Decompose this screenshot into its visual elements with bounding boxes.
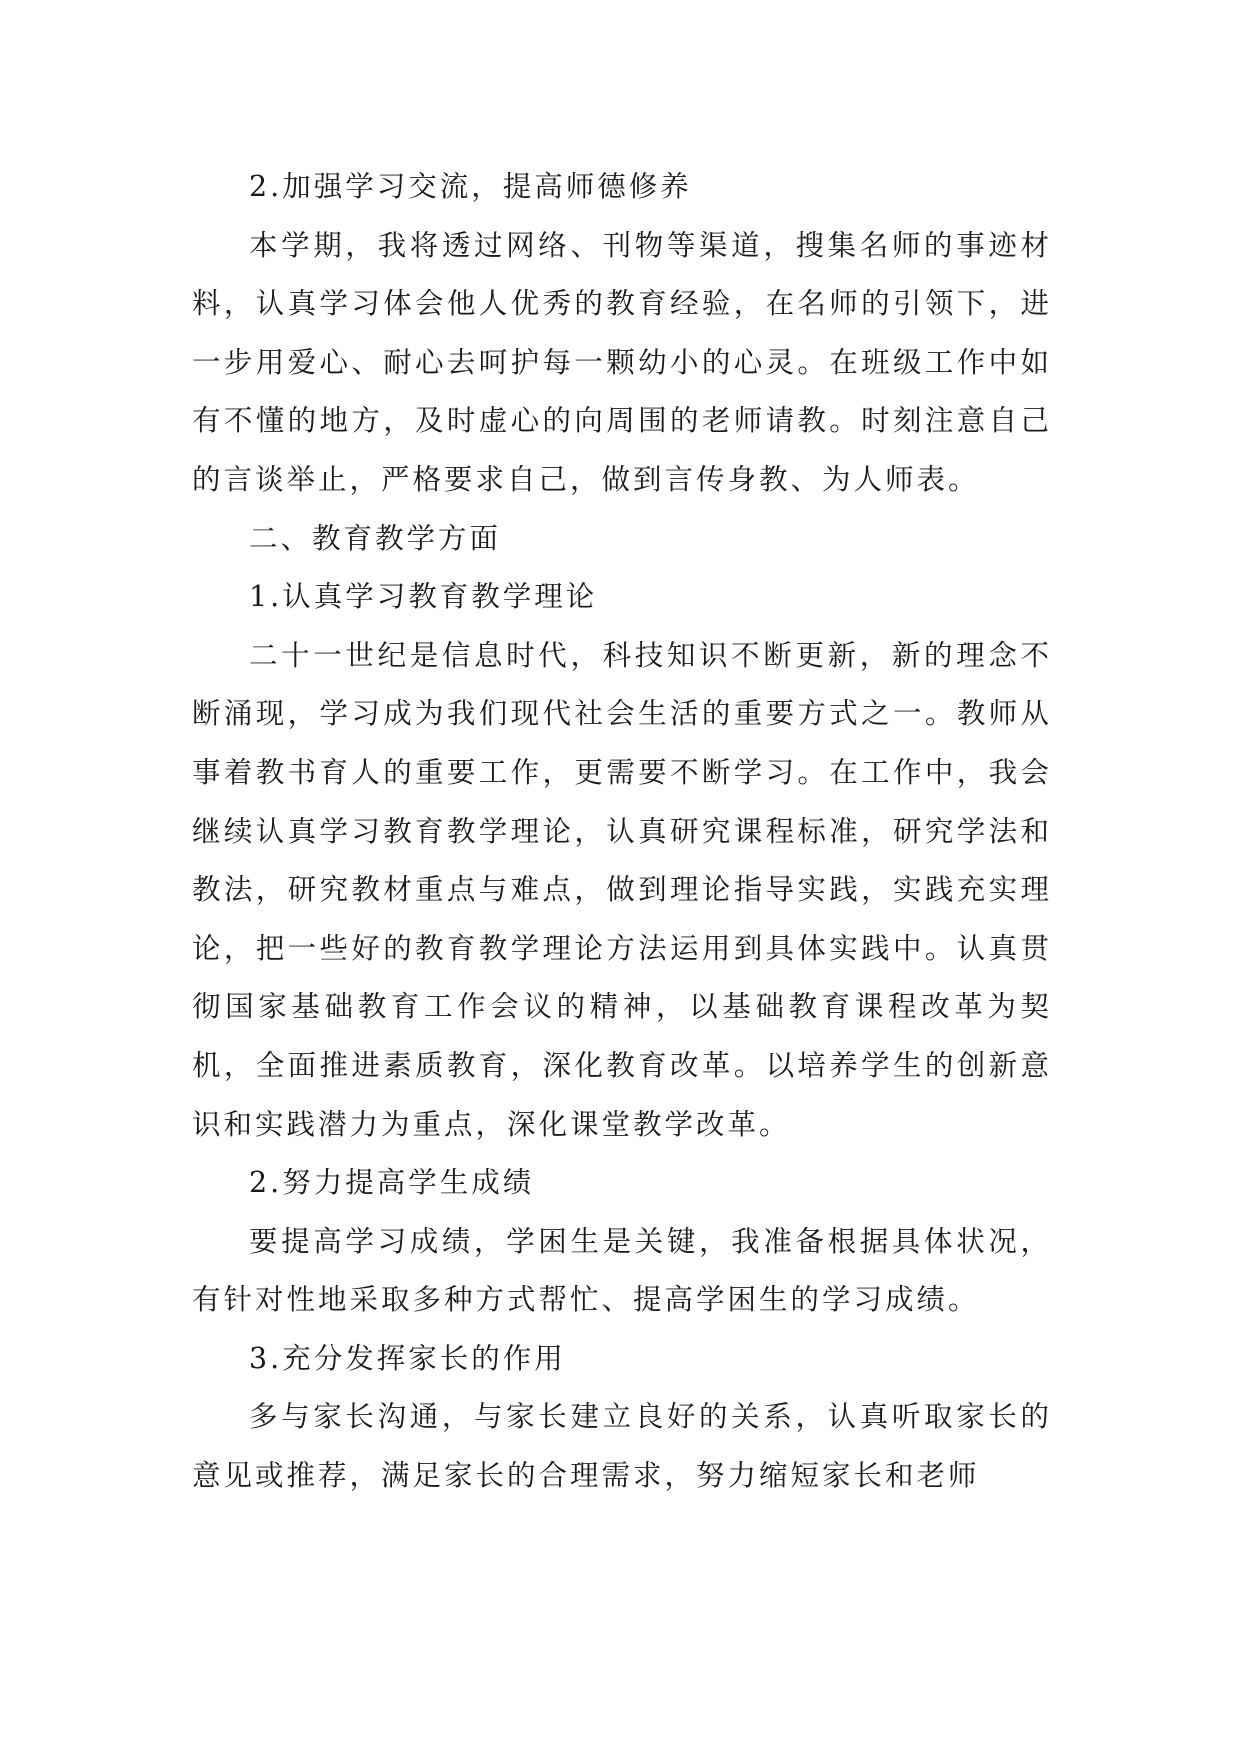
- subheading-study-theory: 1.认真学习教育教学理论: [249, 580, 598, 614]
- paragraph-teacher-ethics: 本学期，我将透过网络、刊物等渠道，搜集名师的事迹材料，认真学习体会他人优秀的教育经验，在名师的引领下，进一步用爱心、耐心去呵护每一颗幼小的心灵。在班级工作中如有不懂的地方，及时虚心的向周围的老师请教。时刻注意自己的言谈举止，严格要求自己，做到言传身教、为人师表。: [192, 228, 1052, 496]
- document-body: [192, 158, 1052, 1506]
- subheading-strengthen-learning: 2.加强学习交流，提高师德修养: [249, 170, 692, 203]
- paragraph-improve-grades: 要提高学习成绩，学困生是关键，我准备根据具体状况，有针对性地采取多种方式帮忙、提高学困生的学习成绩。: [192, 1224, 1052, 1317]
- subheading-parents-role: 3.充分发挥家长的作用: [249, 1341, 566, 1375]
- paragraph-parents-role: 多与家长沟通，与家长建立良好的关系，认真听取家长的意见或推荐，满足家长的合理需求，努力缩短家长和老师: [192, 1400, 1052, 1493]
- subheading-improve-grades: 2.努力提高学生成绩: [249, 1166, 535, 1200]
- paragraph-study-theory: 二十一世纪是信息时代，科技知识不断更新，新的理念不断涌现，学习成为我们现代社会生活的重要方式之一。教师从事着教书育人的重要工作，更需要不断学习。在工作中，我会继续认真学习教育教学理论，认真研究课程标准，研究学法和教法，研究教材重点与难点，做到理论指导实践，实践充实理论，把一些好的教育教学理论方法运用到具体实践中。认真贯彻国家基础教育工作会议的精神，以基础教育课程改革为契机，全面推进素质教育，深化教育改革。以培养学生的创新意识和实践潜力为重点，深化课堂教学改革。: [192, 638, 1052, 1141]
- section-heading-education-teaching: 二、教育教学方面: [249, 521, 502, 555]
